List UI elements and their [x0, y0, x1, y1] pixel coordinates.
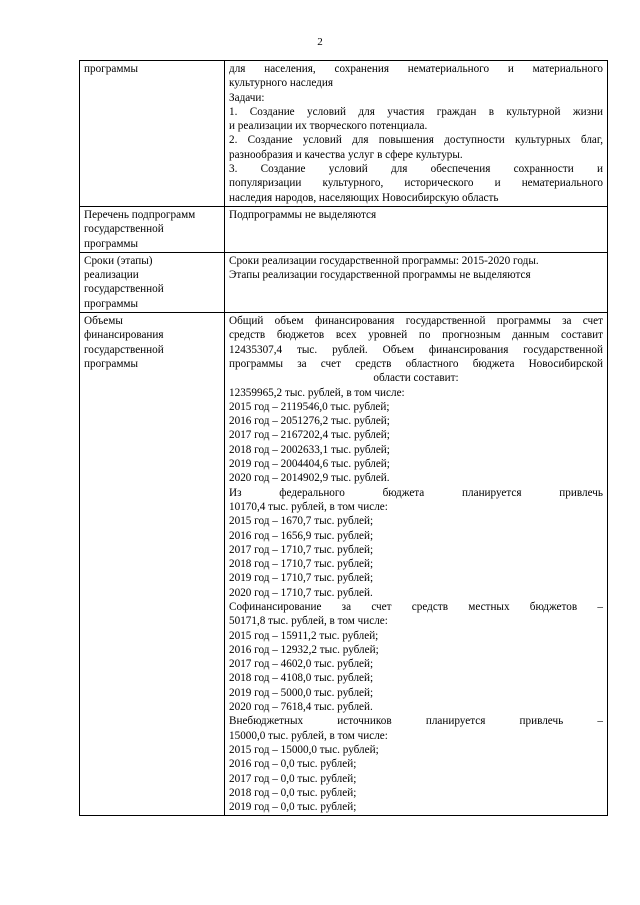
- local-total: 50171,8 тыс. рублей, в том числе:: [229, 615, 388, 628]
- subprograms-label: [84, 208, 220, 251]
- terms-line: Сроки реализации государственной программы: 2015-2020 годы.: [229, 254, 539, 267]
- task-line: наследия народов, населяющих Новосибирскую область: [229, 191, 499, 204]
- subprograms-value: Подпрограммы не выделяются: [229, 208, 377, 221]
- funding-intro-item: 12435307,4 тыс. рублей. Объем финансирования государственной: [229, 343, 603, 356]
- terms-row: [80, 252, 608, 312]
- terms-label: [84, 254, 220, 311]
- federal-years-list-item: 2018 год – 1710,7 тыс. рублей;: [229, 558, 374, 571]
- task-line: разнообразия и качества услуг в сфере культуры.: [229, 148, 463, 161]
- federal-years-list-item: 2017 год – 1710,7 тыс. рублей;: [229, 543, 374, 556]
- funding-label-cell: [80, 313, 225, 816]
- regional-years-list-item: 2020 год – 2014902,9 тыс. рублей.: [229, 472, 390, 485]
- local-years-list-item: 2020 год – 7618,4 тыс. рублей.: [229, 701, 373, 714]
- local-years-list-item: 2019 год – 5000,0 тыс. рублей;: [229, 686, 374, 699]
- funding-intro: [229, 314, 603, 371]
- extra-years-list-item: 2017 год – 0,0 тыс. рублей;: [229, 772, 357, 785]
- terms-label-item: программы: [84, 297, 138, 310]
- extra-years-list-item: 2015 год – 15000,0 тыс. рублей;: [229, 743, 379, 756]
- tasks-heading: Задачи:: [229, 91, 265, 104]
- federal-years-list: [229, 514, 603, 600]
- funding-value-cell: [225, 313, 608, 816]
- federal-years-list-item: 2020 год – 1710,7 тыс. рублей.: [229, 586, 373, 599]
- goals-line: культурного наследия: [229, 77, 333, 90]
- federal-total: 10170,4 тыс. рублей, в том числе:: [229, 500, 388, 513]
- regional-years-list-item: 2017 год – 2167202,4 тыс. рублей;: [229, 429, 390, 442]
- funding-label-item: Объемы: [84, 315, 123, 328]
- terms-label-item: реализации: [84, 269, 139, 282]
- regional-years-list: [229, 400, 603, 486]
- funding-label-item: программы: [84, 357, 138, 370]
- regional-years-list-item: 2018 год – 2002633,1 тыс. рублей;: [229, 443, 390, 456]
- extra-years-list-item: 2016 год – 0,0 тыс. рублей;: [229, 758, 357, 771]
- regional-years-list-item: 2015 год – 2119546,0 тыс. рублей;: [229, 400, 390, 413]
- goals-line: для населения, сохранения нематериального и материального: [229, 63, 603, 75]
- subprograms-label-item: программы: [84, 237, 138, 250]
- goals-label: программы: [84, 63, 138, 75]
- funding-label-item: финансирования: [84, 329, 164, 342]
- subprograms-label-cell: [80, 206, 225, 252]
- local-years-list-item: 2015 год – 15911,2 тыс. рублей;: [229, 629, 379, 642]
- task-line: и реализации их творческого потенциала.: [229, 120, 428, 133]
- program-passport-table: [79, 60, 608, 816]
- task-line: 2. Создание условий для повышения доступности культурных благ,: [229, 134, 603, 147]
- task-line: 3. Создание условий для обеспечения сохранности и: [229, 163, 603, 176]
- extra-years-list-item: 2018 год – 0,0 тыс. рублей;: [229, 786, 357, 799]
- regional-years-list-item: 2016 год – 2051276,2 тыс. рублей;: [229, 415, 390, 428]
- terms-label-item: государственной: [84, 283, 164, 296]
- terms-label-item: Сроки (этапы): [84, 254, 153, 267]
- extra-heading: Внебюджетных источников планируется привлечь –: [229, 715, 603, 728]
- goals-value-cell: [225, 61, 608, 207]
- local-years-list: [229, 629, 603, 715]
- federal-years-list-item: 2019 год – 1710,7 тыс. рублей;: [229, 572, 374, 585]
- subprograms-label-item: Перечень подпрограмм: [84, 208, 196, 221]
- goals-row: [80, 61, 608, 207]
- task-line: 1. Создание условий для участия граждан в культурной жизни: [229, 105, 603, 118]
- local-heading: Софинансирование за счет средств местных бюджетов –: [229, 600, 603, 613]
- page-number: 2: [317, 36, 323, 48]
- subprograms-label-item: государственной: [84, 223, 164, 236]
- regional-total: 12359965,2 тыс. рублей, в том числе:: [229, 386, 405, 399]
- subprograms-value-cell: [225, 206, 608, 252]
- funding-intro-item: программы за счет средств областного бюджета Новосибирской: [229, 357, 603, 370]
- funding-label: [84, 314, 220, 371]
- extra-total: 15000,0 тыс. рублей, в том числе:: [229, 729, 388, 742]
- federal-years-list-item: 2015 год – 1670,7 тыс. рублей;: [229, 515, 374, 528]
- task-line: популяризации культурного, исторического и нематериального: [229, 177, 603, 190]
- funding-row: [80, 313, 608, 816]
- federal-heading: Из федерального бюджета планируется привлечь: [229, 486, 603, 499]
- goals-label-cell: [80, 61, 225, 207]
- regional-years-list-item: 2019 год – 2004404,6 тыс. рублей;: [229, 458, 390, 471]
- federal-years-list-item: 2016 год – 1656,9 тыс. рублей;: [229, 529, 374, 542]
- subprograms-row: [80, 206, 608, 252]
- stages-line: Этапы реализации государственной программы не выделяются: [229, 269, 531, 282]
- local-years-list-item: 2017 год – 4602,0 тыс. рублей;: [229, 658, 374, 671]
- funding-intro-item: Общий объем финансирования государственной программы за счет: [229, 315, 603, 328]
- local-years-list-item: 2018 год – 4108,0 тыс. рублей;: [229, 672, 374, 685]
- local-years-list-item: 2016 год – 12932,2 тыс. рублей;: [229, 643, 379, 656]
- extra-years-list-item: 2019 год – 0,0 тыс. рублей;: [229, 801, 357, 814]
- terms-label-cell: [80, 252, 225, 312]
- extra-years-list: [229, 743, 603, 814]
- funding-intro-last: области составит:: [373, 372, 459, 385]
- terms-value-cell: [225, 252, 608, 312]
- funding-label-item: государственной: [84, 343, 164, 356]
- funding-intro-item: средств бюджетов всех уровней по прогнозным данным составит: [229, 329, 603, 342]
